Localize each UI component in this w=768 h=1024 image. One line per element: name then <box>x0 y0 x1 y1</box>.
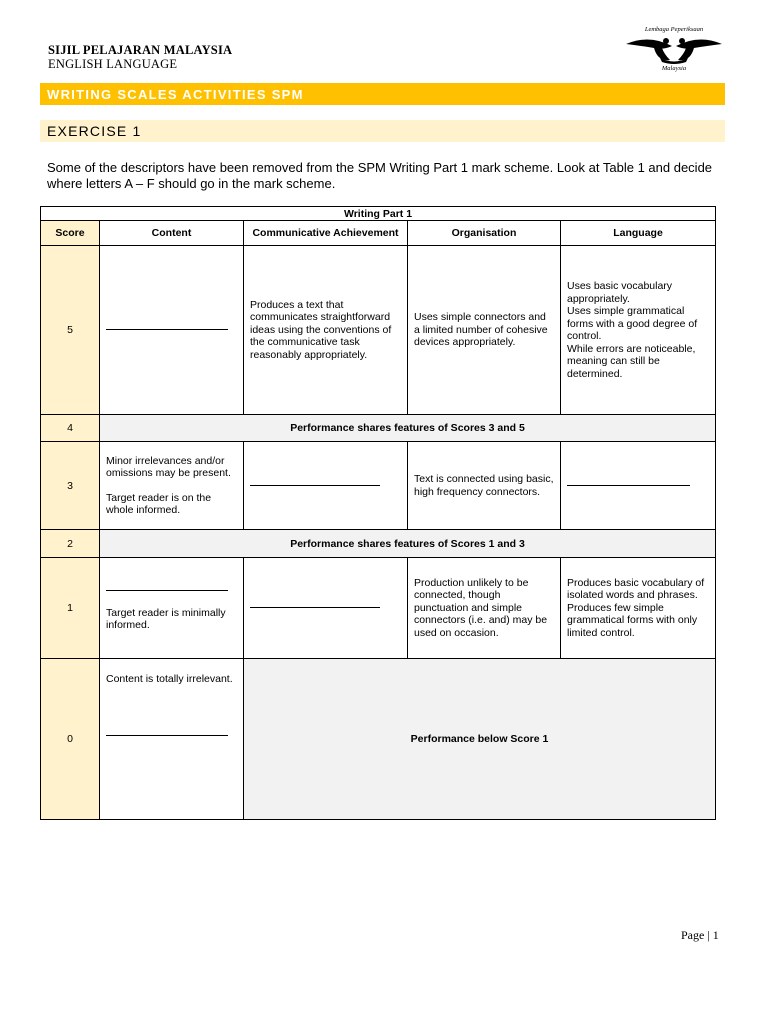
org-descriptor: Production unlikely to be connected, though punctuation and simple connectors (i.e. and) may be used on occasion. <box>408 558 561 659</box>
lang-descriptor: Produces basic vocabulary of isolated words and phrases. Produces few simple grammatical forms with only limited control. <box>561 558 716 659</box>
org-descriptor: Uses simple connectors and a limited number of cohesive devices appropriately. <box>408 246 561 415</box>
score-label: 2 <box>41 530 100 558</box>
blank-cell <box>244 558 408 659</box>
header-language: Language <box>561 221 716 246</box>
exam-board-logo: Lembaga Peperiksaan Malaysia <box>624 26 724 74</box>
table-row-score-0 <box>41 659 716 820</box>
score-label: 4 <box>41 415 100 442</box>
blank-line <box>250 607 380 608</box>
table-row-score-5 <box>41 246 716 415</box>
blank-cell <box>561 442 716 530</box>
blank-line <box>106 590 228 591</box>
score-label: 3 <box>41 442 100 530</box>
page-number: Page | 1 <box>681 928 719 942</box>
table-row-score-2 <box>41 530 716 558</box>
blank-line <box>567 485 690 486</box>
table-caption: Writing Part 1 <box>41 207 716 221</box>
exercise-bar <box>40 120 725 142</box>
header-content: Content <box>100 221 244 246</box>
content-descriptor: Content is totally irrelevant. <box>100 659 244 820</box>
section-banner <box>40 83 725 105</box>
comm-descriptor: Produces a text that communicates straightforward ideas using the conventions of the communicative task reasonably appropriately. <box>244 246 408 415</box>
score-label: 0 <box>41 659 100 820</box>
shares-features-text: Performance shares features of Scores 1 and 3 <box>100 530 716 558</box>
score-label: 1 <box>41 558 100 659</box>
header-score: Score <box>41 221 100 246</box>
org-descriptor: Text is connected using basic, high frequency connectors. <box>408 442 561 530</box>
table-row-score-3 <box>41 442 716 530</box>
exam-title: SIJIL PELAJARAN MALAYSIA <box>48 43 233 57</box>
blank-line <box>106 329 228 330</box>
lang-descriptor: Uses basic vocabulary appropriately. Uses simple grammatical forms with a good degree of control. While errors are noticeable, meaning can still be determined. <box>561 246 716 415</box>
banner-title: WRITING SCALES ACTIVITIES SPM <box>47 87 304 102</box>
content-descriptor: Minor irrelevances and/or omissions may be present. Target reader is on the whole informed. <box>100 442 244 530</box>
blank-line <box>250 485 380 486</box>
content-descriptor: Target reader is minimally informed. <box>100 558 244 659</box>
subject-title: ENGLISH LANGUAGE <box>48 57 178 71</box>
mark-scheme-table <box>40 206 716 820</box>
intro-paragraph: Some of the descriptors have been removed from the SPM Writing Part 1 mark scheme. Look at Table 1 and decide where letters A – F should go in the mark scheme. <box>47 160 713 191</box>
blank-cell <box>244 442 408 530</box>
header-communicative-achievement: Communicative Achievement <box>244 221 408 246</box>
blank-line <box>106 735 228 736</box>
table-row-score-1 <box>41 558 716 659</box>
header-organisation: Organisation <box>408 221 561 246</box>
table-header-row <box>41 221 716 246</box>
birds-logo-icon <box>624 32 724 66</box>
shares-features-text: Performance shares features of Scores 3 and 5 <box>100 415 716 442</box>
exercise-title: EXERCISE 1 <box>47 123 142 139</box>
performance-below-text: Performance below Score 1 <box>244 659 716 820</box>
blank-cell <box>100 246 244 415</box>
table-row-score-4 <box>41 415 716 442</box>
score-label: 5 <box>41 246 100 415</box>
